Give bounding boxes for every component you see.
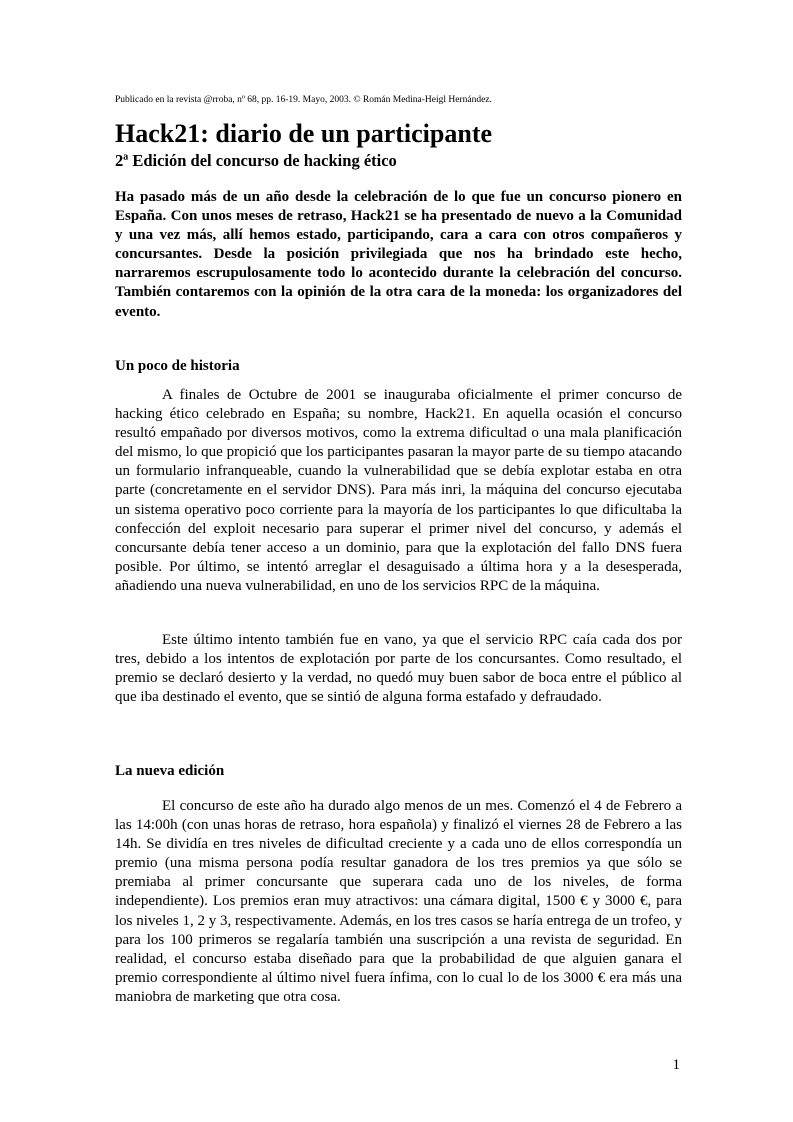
section-heading-nueva-edicion: La nueva edición xyxy=(115,763,225,779)
article-title: Hack21: diario de un participante xyxy=(115,119,493,148)
historia-paragraph-1: A finales de Octubre de 2001 se inauguraba oficialmente el primer concurso de hacking ético celebrado en España; su nombre, Hack21. En aquella ocasión el concurso resultó empañado por diversos motivos, como la extrema dificultad o una mala planificación del mismo, lo que propició que los participantes pasaran la mayor parte de su tiempo atacando un formulario infranqueable, cuando la vulnerabilidad que se debía explotar estaba en otra parte (concretamente en el servidor DNS). Para más inri, la máquina del concurso ejecutaba un sistema operativo poco corriente para la mayoría de los participantes lo que dificultaba la confección del exploit necesario para superar el primer nivel del concurso, y además el concursante debía tener acceso a un dominio, para que la explotación del fallo DNS fuera posible. Por último, se intentó arreglar el desaguisado a última hora y a la desesperada, añadiendo una nueva vulnerabilidad, en uno de los servicios RPC de la máquina. xyxy=(115,387,682,594)
section-heading-historia: Un poco de historia xyxy=(115,358,240,374)
page-number: 1 xyxy=(672,1057,680,1073)
lead-paragraph: Ha pasado más de un año desde la celebración de lo que fue un concurso pionero en España. Con unos meses de retraso, Hack21 se ha presentado de nuevo a la Comunidad y una vez más, allí hemos estado, participando, cara a cara con otros compañeros y concursantes. Desde la posición privilegiada que nos ha brindado este hecho, narraremos escrupulosamente todo lo acontecido durante la celebración del concurso. También contaremos con la opinión de la otra cara de la moneda: los organizadores del evento. xyxy=(115,189,682,320)
nueva-edicion-paragraph-1: El concurso de este año ha durado algo menos de un mes. Comenzó el 4 de Febrero a las 14:00h (con unas horas de retraso, hora española) y finalizó el viernes 28 de Febrero a las 14h. Se dividía en tres niveles de dificultad creciente y a cada uno de ellos correspondía un premio (una misma persona podía resultar ganadora de los tres premios ya que sólo se premiaba al primer concursante que superara cada uno de los niveles, de forma independiente). Los premios eran muy atractivos: una cámara digital, 1500 € y 3000 €, para los niveles 1, 2 y 3, respectivamente. Además, en los tres casos se haría entrega de un trofeo, y para los 100 primeros se regalaría también una suscripción a una revista de seguridad. En realidad, el concurso estaba diseñado para que la probabilidad de que alguien ganara el premio correspondiente al último nivel fuera ínfima, con lo cual lo de los 3000 € era más una maniobra de marketing que otra cosa. xyxy=(115,798,682,1005)
article-subtitle: 2ª Edición del concurso de hacking ético xyxy=(115,151,397,170)
publication-note: Publicado en la revista @rroba, nº 68, pp. 16-19. Mayo, 2003. © Román Medina-Heigl Hernández. xyxy=(115,95,492,105)
historia-paragraph-2: Este último intento también fue en vano, ya que el servicio RPC caía cada dos por tres, debido a los intentos de explotación por parte de los concursantes. Como resultado, el premio se declaró desierto y la verdad, no quedó muy buen sabor de boca entre el público al que iba destinado el evento, que se sintió de alguna forma estafado y defraudado. xyxy=(115,632,682,706)
